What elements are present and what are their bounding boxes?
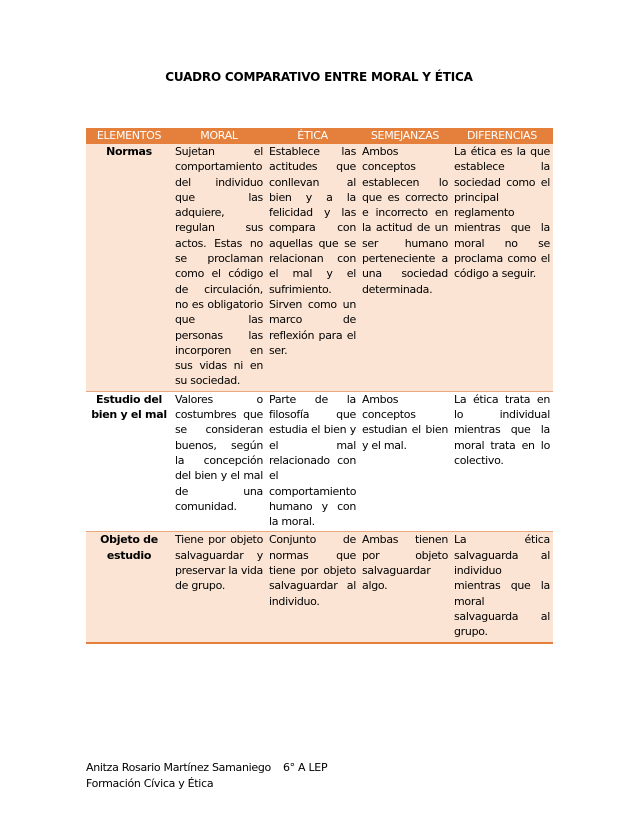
moral-cell: Sujetan el comportamiento del individuo que las adquiere, regulan sus actos. Estas no se proclaman como el código de circulación, no es obligatorio que las personas las incorporen en sus vidas ni en su sociedad. bbox=[172, 144, 266, 391]
row-element-cell: Normas bbox=[86, 144, 172, 391]
header-diferencias: DIFERENCIAS bbox=[451, 128, 553, 144]
page-footer bbox=[86, 760, 327, 792]
footer-grade: 6° A LEP bbox=[282, 761, 328, 774]
comparison-table bbox=[86, 128, 553, 644]
diferencias-cell: La ética trata en lo individual mientras que la moral trata en lo colectivo. bbox=[451, 391, 553, 532]
header-etica: ÉTICA bbox=[266, 128, 359, 144]
row-element-cell: Estudio del bien y el mal bbox=[86, 391, 172, 532]
table-row bbox=[86, 532, 553, 643]
row-element-cell: Objeto de estudio bbox=[86, 532, 172, 643]
semejanzas-cell: Ambos conceptos estudian el bien y el mal. bbox=[359, 391, 451, 532]
table-row bbox=[86, 144, 553, 391]
semejanzas-cell: Ambos conceptos establecen lo que es correcto e incorrecto en la actitud de un ser humano perteneciente a una sociedad determinada. bbox=[359, 144, 451, 391]
header-elementos: ELEMENTOS bbox=[86, 128, 172, 144]
semejanzas-cell: Ambas tienen por objeto salvaguardar algo. bbox=[359, 532, 451, 643]
moral-cell: Tiene por objeto salvaguardar y preservar la vida de grupo. bbox=[172, 532, 266, 643]
diferencias-cell: La ética salvaguarda al individuo mientras que la moral salvaguarda al grupo. bbox=[451, 532, 553, 643]
diferencias-cell: La ética es la que establece la sociedad como el principal reglamento mientras que la moral no se proclama como el código a seguir. bbox=[451, 144, 553, 391]
moral-cell: Valores o costumbres que se consideran buenos, según la concepción del bien y el mal de una comunidad. bbox=[172, 391, 266, 532]
header-moral: MORAL bbox=[172, 128, 266, 144]
etica-cell: Parte de la filosofía que estudia el bien y el mal relacionado con el comportamiento humano y con la moral. bbox=[266, 391, 359, 532]
etica-cell: Establece las actitudes que conllevan al bien y a la felicidad y las compara con aquellas que se relacionan con el mal y el sufrimiento. Sirven como un marco de reflexión para el ser. bbox=[266, 144, 359, 391]
footer-author: Anitza Rosario Martínez Samaniego bbox=[86, 761, 271, 774]
footer-subject: Formación Cívica y Ética bbox=[86, 777, 214, 790]
etica-cell: Conjunto de normas que tiene por objeto salvaguardar al individuo. bbox=[266, 532, 359, 643]
header-semejanzas: SEMEJANZAS bbox=[359, 128, 451, 144]
table-row bbox=[86, 391, 553, 532]
table-header-row bbox=[86, 128, 553, 144]
document-title: CUADRO COMPARATIVO ENTRE MORAL Y ÉTICA bbox=[165, 70, 473, 84]
